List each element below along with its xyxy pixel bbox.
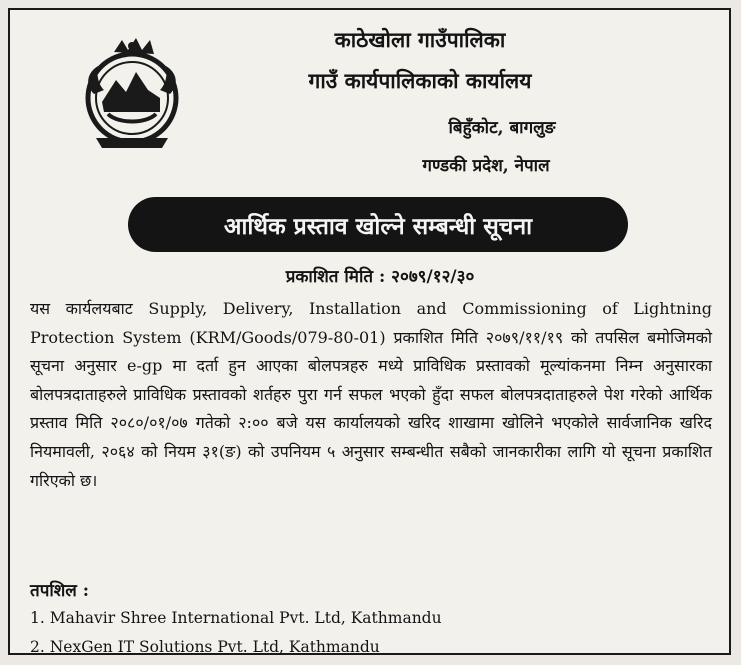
list-item: 2. NexGen IT Solutions Pvt. Ltd, Kathmandu (30, 638, 380, 656)
notice-body-text: यस कार्यलयबाट Supply, Delivery, Installation and Commissioning of Lightning Protection System (KRM/Goods/079-80-01) प्रकाशित मिति २०७९/११/१९ को तपसिल बमोजिमको सूचना अनुसार e-gp मा दर्ता हुन आएका बोलपत्रहरु मध्ये प्राविधिक प्रस्तावको मूल्यांकनमा निम्न अनुसारका बोलपत्रदाताहरुले प्राविधिक प्रस्तावको शर्तहरु पुरा गर्न सफल भएको हुँदा सफल बोलपत्रदाताहरुले पेश गरेको आर्थिक प्रस्ताव मिति २०८०/०१/०७ गतेको २:०० बजे यस कार्यालयको खरिद शाखामा खोलिने भएकोले सार्वजानिक खरिद नियमावली, २०६४ को नियम ३१(ङ) को उपनियम ५ अनुसार सम्बन्धीत सबैको जानकारीका लागि यो सूचना प्रकाशित गरिएको छ। (30, 299, 712, 490)
public-notice (8, 8, 731, 655)
municipality-name: काठेखोला गाउँपालिका (334, 27, 506, 52)
notice-title-banner (128, 197, 628, 252)
office-location: बिहुँकोट, बागलुङ (448, 118, 556, 138)
province-name: गण्डकी प्रदेश, नेपाल (422, 156, 550, 176)
office-name: गाउँ कार्यपालिकाको कार्यालय (308, 68, 532, 93)
details-label: तपशिल : (30, 581, 90, 601)
bidder-list (30, 606, 442, 664)
published-date: प्रकाशित मिति : २०७९/१२/३० (285, 267, 475, 287)
notice-title: आर्थिक प्रस्ताव खोल्ने सम्बन्धी सूचना (223, 212, 533, 240)
list-item: 1. Mahavir Shree International Pvt. Ltd, Kathmandu (30, 609, 442, 627)
